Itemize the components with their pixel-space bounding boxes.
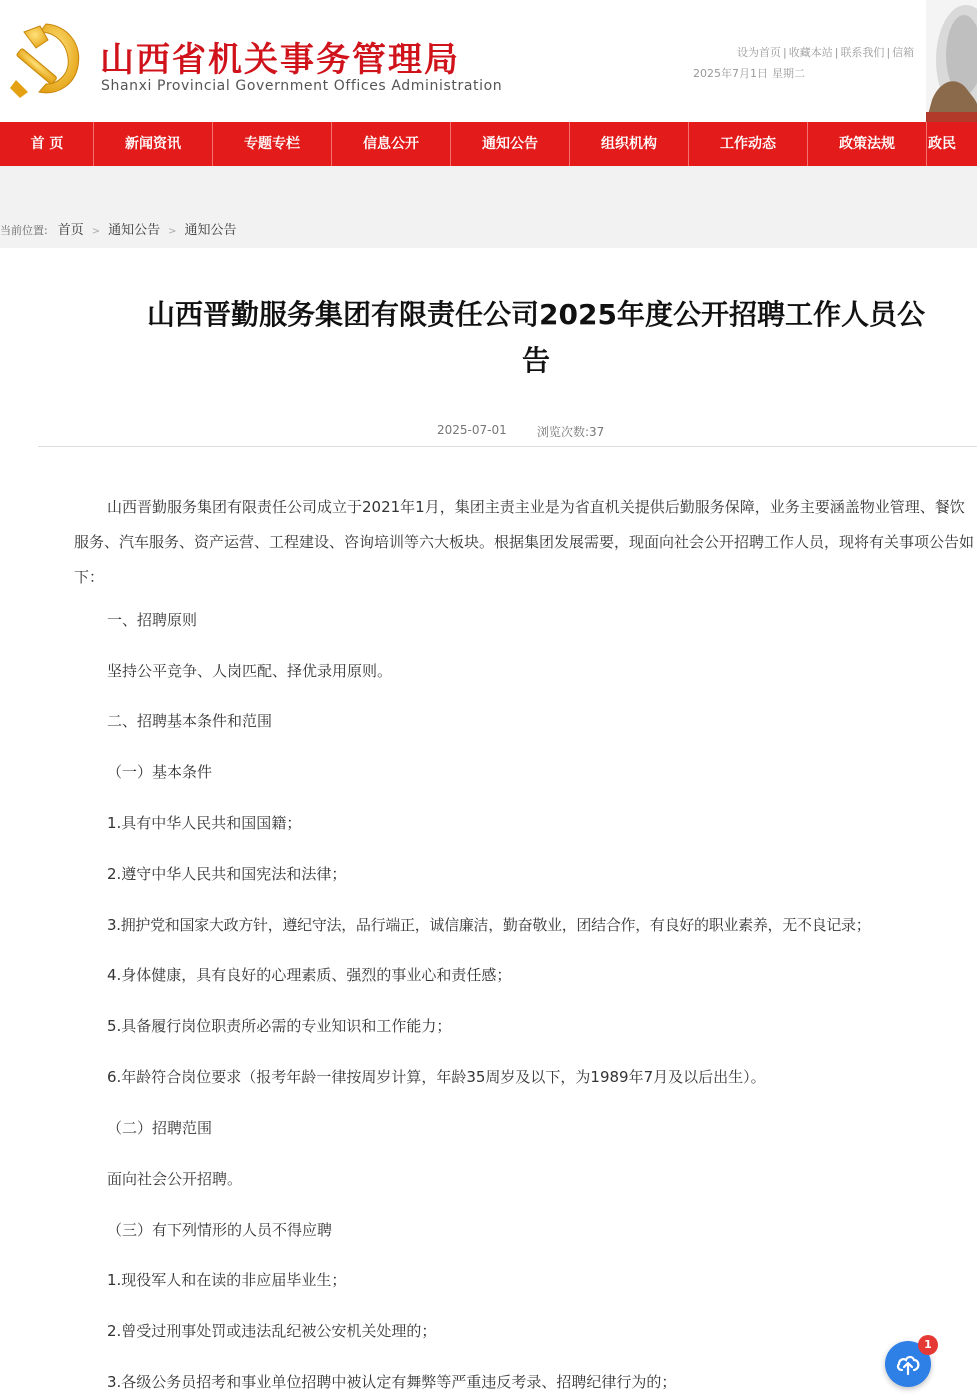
top-links: 设为首页 | 收藏本站 | 联系我们 | 信箱 xyxy=(737,46,915,59)
section-heading: 一、招聘原则 xyxy=(107,611,198,629)
nav-gov-public[interactable]: 政民 xyxy=(928,136,956,152)
list-item: 1.具有中华人民共和国国籍； xyxy=(107,814,302,832)
list-item: 2.遵守中华人民共和国宪法和法律； xyxy=(107,865,347,883)
list-item: 5.具备履行岗位职责所必需的专业知识和工作能力； xyxy=(107,1017,452,1035)
section-heading: 二、招聘基本条件和范围 xyxy=(107,712,273,730)
site-title: 山西省机关事务管理局 xyxy=(100,40,460,80)
article-paragraph: 坚持公平竞争、人岗匹配、择优录用原则。 xyxy=(107,662,393,680)
monument-image xyxy=(926,0,977,122)
article-intro: 山西晋勤服务集团有限责任公司成立于2021年1月，集团主责主业是为省直机关提供后勤服务保障，业务主要涵盖物业管理、餐饮服务、汽车服务、资产运营、工程建设、咨询培训等六大板块。根据集团发展需要，现面向社会公开招聘工作人员，现将有关事项公告如下： xyxy=(74,498,975,586)
contact-link[interactable]: 联系我们 xyxy=(840,46,885,59)
mailbox-link[interactable]: 信箱 xyxy=(892,46,915,59)
list-item: 2.曾受过刑事处罚或违法乱纪被公安机关处理的； xyxy=(107,1322,437,1340)
nav-news[interactable]: 新闻资讯 xyxy=(125,136,181,152)
breadcrumb-current[interactable]: 通知公告 xyxy=(184,223,237,238)
nav-work-updates[interactable]: 工作动态 xyxy=(720,136,776,152)
article-paragraph: 面向社会公开招聘。 xyxy=(107,1170,243,1188)
nav-policies[interactable]: 政策法规 xyxy=(839,136,895,152)
breadcrumb-home[interactable]: 首页 xyxy=(57,223,84,238)
current-date: 2025年7月1日 xyxy=(693,67,768,80)
nav-disclosure[interactable]: 信息公开 xyxy=(363,136,419,152)
article-title-line-1: 山西晋勤服务集团有限责任公司2025年度公开招聘工作人员公 xyxy=(147,298,925,331)
article-title-line-2: 告 xyxy=(521,344,550,377)
subsection-heading: （三）有下列情形的人员不得应聘 xyxy=(107,1221,333,1239)
site-subtitle: Shanxi Provincial Government Offices Administration xyxy=(101,78,503,94)
article-title xyxy=(95,292,977,384)
divider xyxy=(38,446,977,447)
date-line xyxy=(693,65,809,81)
nav-notices[interactable]: 通知公告 xyxy=(482,136,538,152)
article-views: 浏览次数:37 xyxy=(537,425,605,439)
party-emblem-icon xyxy=(6,18,86,102)
list-item: 1.现役军人和在读的非应届毕业生； xyxy=(107,1271,347,1289)
breadcrumb-bar xyxy=(0,166,977,248)
list-item: 3.拥护党和国家大政方针，遵纪守法，品行端正，诚信廉洁，勤奋敬业，团结合作，有良好的职业素养，无不良记录； xyxy=(107,916,871,934)
set-homepage-link[interactable]: 设为首页 xyxy=(737,46,781,59)
list-item: 4.身体健康，具有良好的心理素质、强烈的事业心和责任感； xyxy=(107,966,512,984)
subsection-heading: （一）基本条件 xyxy=(107,763,213,781)
nav-home[interactable]: 首 页 xyxy=(30,136,64,152)
nav-organization[interactable]: 组织机构 xyxy=(601,136,657,152)
breadcrumb-arrow-icon: > xyxy=(168,226,177,237)
main-nav xyxy=(0,122,977,166)
cloud-upload-icon xyxy=(894,1350,922,1378)
breadcrumb-arrow-icon: > xyxy=(91,226,101,237)
article-date: 2025-07-01 xyxy=(437,423,507,437)
list-item: 3.各级公务员招考和事业单位招聘中被认定有舞弊等严重违反考录、招聘纪律行为的； xyxy=(107,1373,677,1391)
subsection-heading: （二）招聘范围 xyxy=(107,1119,213,1137)
breadcrumb xyxy=(0,219,237,238)
nav-topics[interactable]: 专题专栏 xyxy=(244,136,300,152)
bookmark-link[interactable]: 收藏本站 xyxy=(788,46,833,59)
current-weekday: 星期二 xyxy=(772,67,805,80)
breadcrumb-label: 当前位置: xyxy=(0,224,48,237)
breadcrumb-notices[interactable]: 通知公告 xyxy=(108,223,161,238)
list-item: 6.年龄符合岗位要求（报考年龄一律按周岁计算，年龄35周岁及以下，为1989年7月及以后出生）。 xyxy=(107,1068,766,1086)
site-header xyxy=(0,0,977,122)
notification-badge: 1 xyxy=(918,1335,938,1355)
